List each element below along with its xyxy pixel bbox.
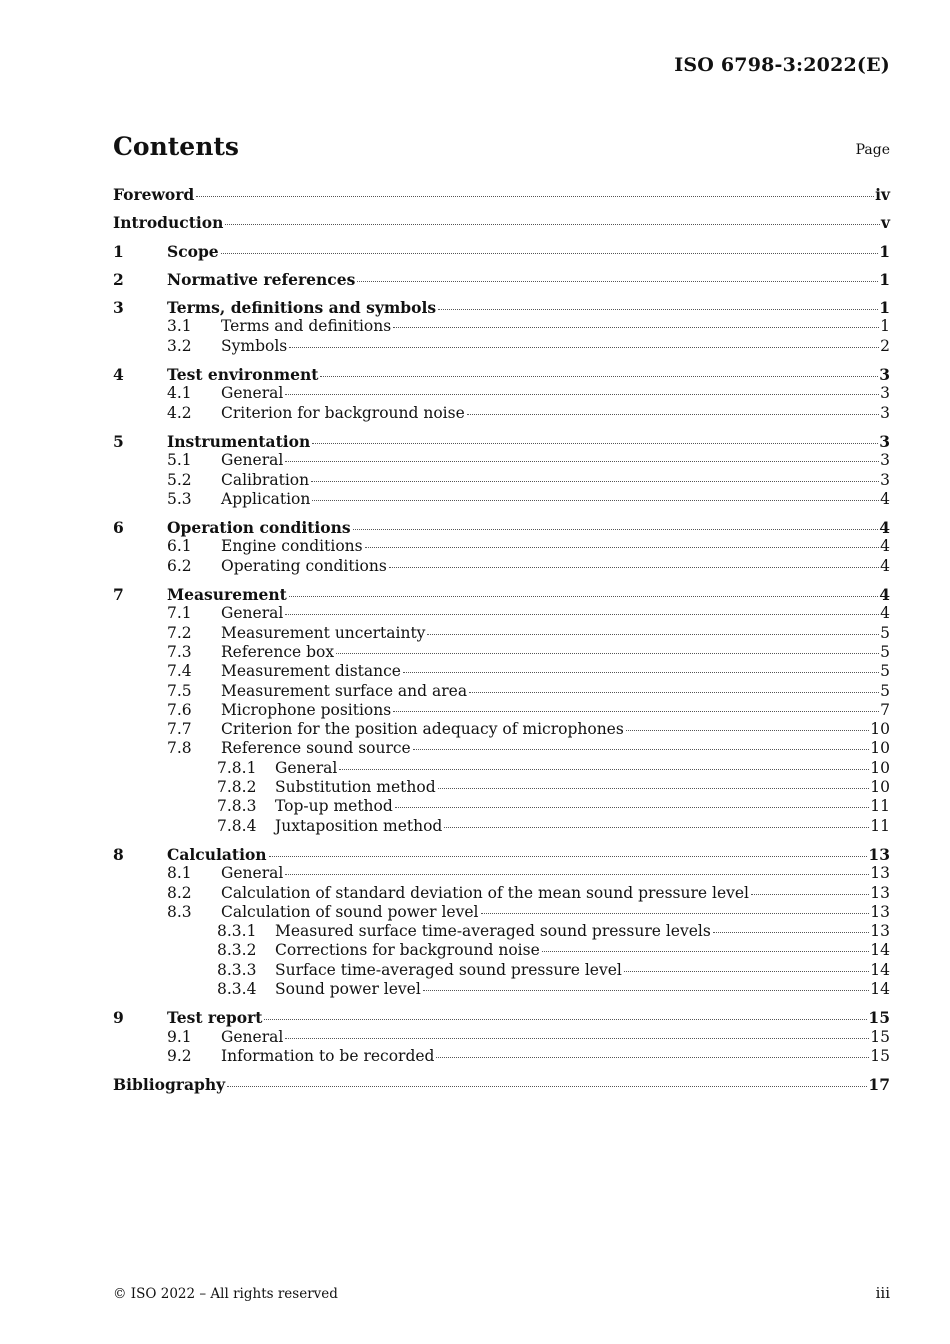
dot-leader xyxy=(285,394,879,395)
toc-entry-number: 8.3.3 xyxy=(217,960,257,979)
toc-entry-title: Reference box xyxy=(221,642,335,661)
toc-entry-page: 13 xyxy=(868,844,890,864)
toc-entry[interactable] xyxy=(113,961,890,980)
toc-entry-title: Bibliography xyxy=(113,1075,226,1095)
dot-leader xyxy=(196,196,874,197)
toc-entry[interactable] xyxy=(113,298,890,317)
dot-leader xyxy=(227,1086,867,1087)
toc-entry[interactable] xyxy=(113,980,890,999)
toc-entry-number: 7.2 xyxy=(167,623,192,642)
toc-entry-title: Operating conditions xyxy=(221,556,387,575)
toc-entry[interactable] xyxy=(113,404,890,423)
toc-entry-page: 11 xyxy=(870,797,890,816)
toc-entry-title: Test environment xyxy=(167,365,319,385)
toc-entry-title: Measurement uncertainty xyxy=(221,623,426,642)
toc-entry-page: 3 xyxy=(880,384,890,403)
toc-entry-number: 6 xyxy=(113,518,124,538)
dot-leader xyxy=(285,614,879,615)
toc-entry-page: 14 xyxy=(870,960,890,979)
dot-leader xyxy=(311,481,879,482)
toc-entry[interactable] xyxy=(113,242,890,261)
toc-entry-number: 5 xyxy=(113,431,124,451)
dot-leader xyxy=(285,874,869,875)
toc-entry-number: 6.1 xyxy=(167,537,192,556)
toc-entry-page: 1 xyxy=(879,269,890,289)
toc-entry-number: 3.1 xyxy=(167,317,192,336)
toc-entry-number: 9.1 xyxy=(167,1027,192,1046)
toc-entry[interactable] xyxy=(113,922,890,941)
toc-entry[interactable] xyxy=(113,624,890,643)
dot-leader xyxy=(312,443,878,444)
toc-entry-page: 13 xyxy=(870,883,890,902)
toc-entry-number: 7.1 xyxy=(167,604,192,623)
toc-entry-number: 3.2 xyxy=(167,336,192,355)
toc-entry[interactable] xyxy=(113,451,890,470)
toc-entry[interactable] xyxy=(113,720,890,739)
page-column-label: Page xyxy=(855,142,890,158)
toc-entry-page: 10 xyxy=(870,739,890,758)
toc-entry-page: 2 xyxy=(880,336,890,355)
toc-entry-title: Reference sound source xyxy=(221,739,411,758)
toc-entry-title: Substitution method xyxy=(275,778,436,797)
toc-entry-title: Application xyxy=(221,489,311,508)
toc-entry[interactable] xyxy=(113,845,890,864)
toc-entry[interactable] xyxy=(113,778,890,797)
toc-entry-number: 7.7 xyxy=(167,720,192,739)
toc-entry-number: 7.8.4 xyxy=(217,816,257,835)
toc-entry-title: General xyxy=(221,864,284,883)
toc-entry-number: 8.3.1 xyxy=(217,922,257,941)
toc-entry-number: 8.3.4 xyxy=(217,979,257,998)
toc-entry[interactable] xyxy=(113,432,890,451)
toc-entry-title: Surface time-averaged sound pressure level xyxy=(275,960,622,979)
dot-leader xyxy=(542,951,870,952)
toc-entry[interactable] xyxy=(113,662,890,681)
dot-leader xyxy=(393,327,879,328)
toc-entry[interactable] xyxy=(113,1047,890,1066)
toc-entry-page: 4 xyxy=(880,604,890,623)
toc-entry-number: 7.6 xyxy=(167,700,192,719)
toc-entry-title: General xyxy=(221,384,284,403)
toc-entry[interactable] xyxy=(113,471,890,490)
toc-entry-page: 13 xyxy=(870,902,890,921)
toc-entry-page: 10 xyxy=(870,720,890,739)
toc-entry-page: 3 xyxy=(880,403,890,422)
toc-entry-page: 5 xyxy=(880,642,890,661)
toc-entry-title: Scope xyxy=(167,241,219,261)
toc-entry-title: Symbols xyxy=(221,336,288,355)
toc-entry-title: Calculation of sound power level xyxy=(221,902,479,921)
toc-entry[interactable] xyxy=(113,643,890,662)
toc-entry-number: 9.2 xyxy=(167,1046,192,1065)
toc-entry[interactable] xyxy=(113,682,890,701)
dot-leader xyxy=(626,730,869,731)
toc-entry-title: Measurement xyxy=(167,585,287,605)
toc-entry-page: 13 xyxy=(870,864,890,883)
toc-entry-title: Corrections for background noise xyxy=(275,941,540,960)
toc-entry[interactable] xyxy=(113,585,890,604)
dot-leader xyxy=(339,769,869,770)
toc-entry-title: Sound power level xyxy=(275,979,421,998)
copyright-notice: © ISO 2022 – All rights reserved xyxy=(113,1286,338,1302)
toc-entry-page: iv xyxy=(875,185,890,204)
dot-leader xyxy=(469,692,879,693)
toc-entry-number: 7.3 xyxy=(167,642,192,661)
toc-entry-title: Measurement surface and area xyxy=(221,681,468,700)
toc-entry-title: Terms and definitions xyxy=(221,317,392,336)
toc-entry-title: Top-up method xyxy=(275,797,393,816)
toc-entry[interactable] xyxy=(113,490,890,509)
dot-leader xyxy=(289,596,878,597)
toc-entry-title: Criterion for the position adequacy of microphones xyxy=(221,720,624,739)
dot-leader xyxy=(353,529,879,530)
toc-entry-number: 6.2 xyxy=(167,556,192,575)
toc-entry-page: v xyxy=(880,213,890,233)
toc-entry-number: 7.8.3 xyxy=(217,797,257,816)
toc-entry-title: Calibration xyxy=(221,470,310,489)
toc-entry-page: 5 xyxy=(880,681,890,700)
toc-entry-title: Measured surface time-averaged sound pressure levels xyxy=(275,922,711,941)
toc-entry-number: 5.1 xyxy=(167,451,192,470)
toc-entry-number: 4.2 xyxy=(167,403,192,422)
toc-entry[interactable] xyxy=(113,739,890,758)
toc-entry-number: 8.3.2 xyxy=(217,941,257,960)
dot-leader xyxy=(225,224,880,225)
dot-leader xyxy=(357,281,878,282)
dot-leader xyxy=(320,376,878,377)
toc-entry-page: 1 xyxy=(879,298,890,318)
toc-entry[interactable] xyxy=(113,797,890,816)
dot-leader xyxy=(336,653,879,654)
toc-entry-title: Introduction xyxy=(113,213,224,233)
toc-entry-title: Calculation of standard deviation of the mean sound pressure level xyxy=(221,883,749,902)
page-number: iii xyxy=(875,1284,890,1302)
toc-entry-title: Instrumentation xyxy=(167,431,311,451)
page-title: Contents xyxy=(113,132,240,161)
toc-entry-page: 4 xyxy=(879,518,890,538)
toc-entry-number: 4.1 xyxy=(167,384,192,403)
toc-entry-page: 5 xyxy=(880,662,890,681)
toc-entry-page: 5 xyxy=(880,623,890,642)
toc-entry[interactable] xyxy=(113,759,890,778)
dot-leader xyxy=(444,827,869,828)
toc-entry-number: 8 xyxy=(113,844,124,864)
toc-entry-number: 4 xyxy=(113,365,124,385)
toc-entry-number: 7.5 xyxy=(167,681,192,700)
toc-entry[interactable] xyxy=(113,701,890,720)
dot-leader xyxy=(393,711,879,712)
toc-entry-number: 8.3 xyxy=(167,902,192,921)
toc-entry-title: Operation conditions xyxy=(167,518,351,538)
toc-entry-page: 4 xyxy=(880,537,890,556)
dot-leader xyxy=(713,932,869,933)
dot-leader xyxy=(403,672,879,673)
dot-leader xyxy=(312,500,879,501)
toc-entry-page: 11 xyxy=(870,816,890,835)
toc-entry[interactable] xyxy=(113,817,890,836)
toc-entry-title: General xyxy=(221,604,284,623)
toc-entry-number: 7.8.1 xyxy=(217,758,257,777)
toc-entry-number: 1 xyxy=(113,241,124,261)
toc-entry-title: General xyxy=(221,451,284,470)
toc-entry-title: Normative references xyxy=(167,269,356,289)
toc-entry[interactable] xyxy=(113,941,890,960)
toc-entry[interactable] xyxy=(113,903,890,922)
toc-entry-title: Test report xyxy=(167,1008,263,1028)
toc-entry[interactable] xyxy=(113,384,890,403)
toc-entry-page: 15 xyxy=(870,1027,890,1046)
toc-entry-number: 7 xyxy=(113,585,124,605)
toc-entry-page: 3 xyxy=(880,451,890,470)
dot-leader xyxy=(365,547,880,548)
toc-entry-title: Terms, definitions and symbols xyxy=(167,298,437,318)
toc-entry[interactable] xyxy=(113,884,890,903)
dot-leader xyxy=(285,461,879,462)
dot-leader xyxy=(413,749,870,750)
toc-entry-number: 7.8 xyxy=(167,739,192,758)
toc-entry-page: 13 xyxy=(870,922,890,941)
toc-entry[interactable] xyxy=(113,270,890,289)
toc-entry-title: Calculation xyxy=(167,844,267,864)
toc-entry-page: 4 xyxy=(880,556,890,575)
toc-entry-number: 3 xyxy=(113,298,124,318)
dot-leader xyxy=(467,414,879,415)
toc-entry[interactable] xyxy=(113,557,890,576)
toc-entry-page: 14 xyxy=(870,979,890,998)
dot-leader xyxy=(264,1019,867,1020)
toc-entry-page: 4 xyxy=(879,585,890,605)
toc-entry[interactable] xyxy=(113,518,890,537)
dot-leader xyxy=(481,913,870,914)
toc-entry-title: Criterion for background noise xyxy=(221,403,465,422)
toc-entry-title: General xyxy=(221,1027,284,1046)
toc-entry-number: 5.3 xyxy=(167,489,192,508)
toc-entry-number: 8.2 xyxy=(167,883,192,902)
toc-entry-title: Information to be recorded xyxy=(221,1046,435,1065)
dot-leader xyxy=(751,894,869,895)
toc-entry[interactable] xyxy=(113,1028,890,1047)
dot-leader xyxy=(438,309,878,310)
toc-entry-number: 2 xyxy=(113,269,124,289)
toc-entry-number: 5.2 xyxy=(167,470,192,489)
toc-entry-page: 14 xyxy=(870,941,890,960)
toc-entry-number: 7.4 xyxy=(167,662,192,681)
toc-entry-page: 4 xyxy=(880,489,890,508)
dot-leader xyxy=(624,971,869,972)
toc-entry[interactable] xyxy=(113,365,890,384)
toc-entry-title: Foreword xyxy=(113,185,195,204)
toc-entry-title: Engine conditions xyxy=(221,537,363,556)
toc-entry-page: 3 xyxy=(879,431,890,451)
dot-leader xyxy=(427,634,879,635)
toc-entry-page: 1 xyxy=(879,241,890,261)
toc-entry[interactable] xyxy=(113,213,890,232)
dot-leader xyxy=(423,990,869,991)
toc-entry-number: 9 xyxy=(113,1008,124,1028)
standard-id: ISO 6798-3:2022(E) xyxy=(674,54,890,76)
dot-leader xyxy=(438,788,870,789)
toc-entry-title: Measurement distance xyxy=(221,662,401,681)
toc-entry-page: 17 xyxy=(868,1075,890,1095)
dot-leader xyxy=(389,567,879,568)
toc-entry-number: 8.1 xyxy=(167,864,192,883)
toc-entry-page: 7 xyxy=(880,700,890,719)
toc-entry-page: 15 xyxy=(868,1008,890,1028)
toc-entry-page: 3 xyxy=(879,365,890,385)
toc-entry-number: 7.8.2 xyxy=(217,778,257,797)
toc-entry-page: 10 xyxy=(870,778,890,797)
toc-entry-page: 15 xyxy=(870,1046,890,1065)
dot-leader xyxy=(436,1057,869,1058)
toc-entry-page: 10 xyxy=(870,758,890,777)
toc-entry-title: Juxtaposition method xyxy=(275,816,443,835)
toc-entry-page: 1 xyxy=(880,317,890,336)
toc-entry-page: 3 xyxy=(880,470,890,489)
dot-leader xyxy=(221,253,879,254)
toc-entry[interactable] xyxy=(113,1075,890,1094)
dot-leader xyxy=(285,1038,869,1039)
toc-entry[interactable] xyxy=(113,185,890,204)
toc-entry[interactable] xyxy=(113,864,890,883)
dot-leader xyxy=(395,807,869,808)
toc-entry[interactable] xyxy=(113,337,890,356)
dot-leader xyxy=(289,347,879,348)
toc-entry[interactable] xyxy=(113,1008,890,1027)
toc-entry-title: General xyxy=(275,758,338,777)
dot-leader xyxy=(269,856,868,857)
table-of-contents xyxy=(113,185,890,1094)
toc-entry[interactable] xyxy=(113,604,890,623)
toc-entry[interactable] xyxy=(113,537,890,556)
toc-entry[interactable] xyxy=(113,317,890,336)
toc-entry-title: Microphone positions xyxy=(221,700,392,719)
